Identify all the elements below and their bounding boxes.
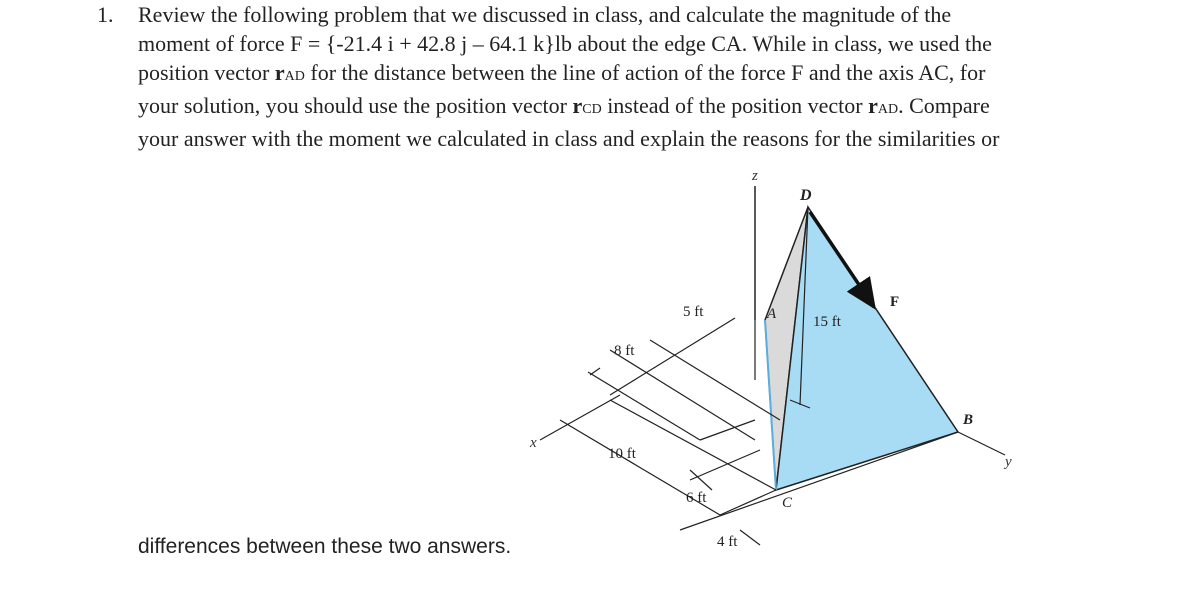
vector-subscript: AD [877, 102, 899, 117]
vector-symbol: r [868, 93, 878, 118]
label-a: A [767, 306, 777, 322]
text-segment: instead of the position vector [601, 93, 869, 118]
dim-6ft: 6 ft [686, 490, 707, 506]
face-dbc [776, 207, 958, 490]
dim-5ft: 5 ft [683, 304, 704, 320]
text-segment: . Compare [898, 93, 990, 118]
text-segment: for the distance between the line of action of the force F and the axis AC, for [304, 60, 986, 85]
label-c: C [782, 495, 793, 511]
problem-line-2: moment of force F = {-21.4 i + 42.8 j – 64.1 k}lb about the edge CA. While in class, we used the [138, 31, 992, 56]
problem-line-5: your answer with the moment we calculated in class and explain the reasons for the similarities or [138, 126, 1000, 151]
dim-8ft: 8 ft [614, 343, 635, 359]
vector-subscript: AD [284, 69, 305, 84]
vector-subscript: CD [582, 102, 602, 117]
label-b: B [963, 412, 974, 428]
text-segment: your solution, you should use the position vector [138, 93, 573, 118]
label-f: F [890, 294, 900, 310]
problem-number: 1. [97, 2, 114, 27]
dim-15ft: 15 ft [813, 314, 841, 330]
dim-10ft: 10 ft [608, 446, 636, 462]
label-z: z [752, 168, 758, 184]
text-segment: position vector [138, 60, 275, 85]
dim-4ft: 4 ft [717, 534, 738, 550]
label-d: D [800, 187, 812, 204]
label-x: x [530, 435, 537, 451]
vector-symbol: r [572, 93, 583, 118]
problem-line-1: Review the following problem that we discussed in class, and calculate the magnitude of the [138, 2, 952, 27]
vector-symbol: r [274, 60, 285, 85]
problem-continuation: differences between these two answers. [138, 535, 512, 558]
label-y: y [1005, 454, 1012, 470]
